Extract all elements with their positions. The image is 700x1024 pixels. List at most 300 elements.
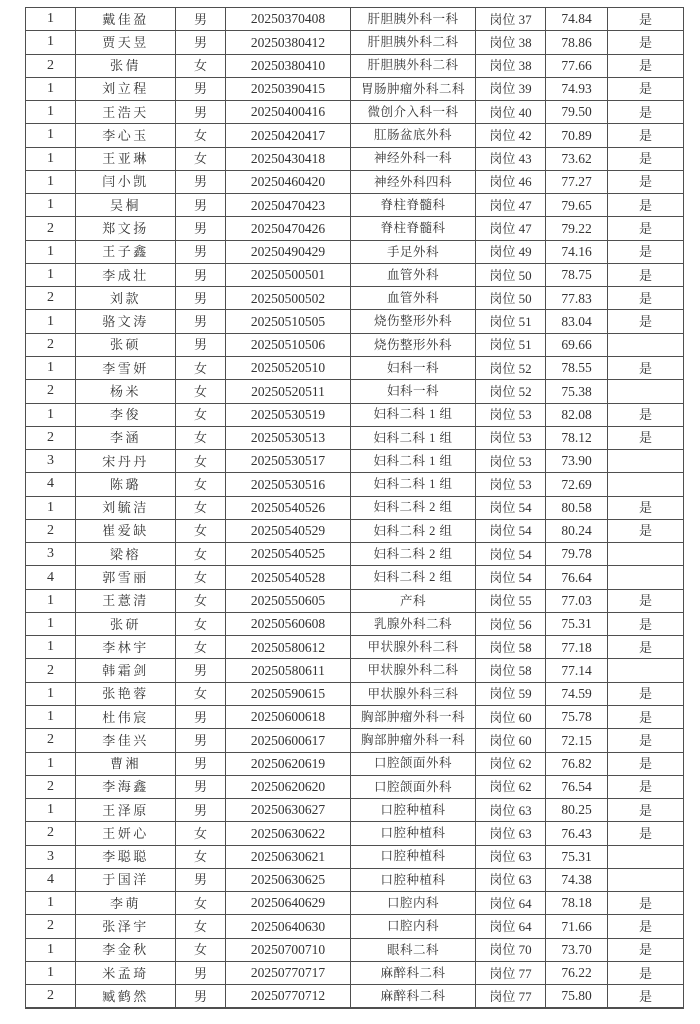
cell-name: 曹湘	[76, 752, 176, 775]
cell-exam-id: 20250530516	[226, 473, 351, 496]
cell-name: 李涵	[76, 426, 176, 449]
table-row	[26, 752, 684, 775]
results-table-body	[26, 8, 684, 1008]
cell-name: 臧鹤然	[76, 985, 176, 1008]
cell-gender: 女	[176, 589, 226, 612]
cell-department: 口腔内科	[351, 915, 476, 938]
cell-name: 韩霜剑	[76, 659, 176, 682]
cell-name: 王子鑫	[76, 240, 176, 263]
cell-hired-flag	[608, 543, 684, 566]
cell-position: 岗位 54	[476, 496, 546, 519]
cell-hired-flag: 是	[608, 194, 684, 217]
table-row	[26, 729, 684, 752]
cell-gender: 男	[176, 659, 226, 682]
cell-hired-flag: 是	[608, 426, 684, 449]
cell-gender: 男	[176, 101, 226, 124]
table-row	[26, 240, 684, 263]
cell-score: 77.66	[546, 54, 608, 77]
cell-score: 71.66	[546, 915, 608, 938]
cell-name: 李林宇	[76, 636, 176, 659]
cell-score: 72.15	[546, 729, 608, 752]
cell-position: 岗位 63	[476, 868, 546, 891]
cell-rank: 2	[26, 985, 76, 1008]
cell-exam-id: 20250420417	[226, 124, 351, 147]
cell-department: 肛肠盆底外科	[351, 124, 476, 147]
cell-exam-id: 20250530517	[226, 450, 351, 473]
cell-department: 甲状腺外科二科	[351, 659, 476, 682]
cell-department: 肝胆胰外科二科	[351, 31, 476, 54]
table-row	[26, 403, 684, 426]
cell-hired-flag	[608, 333, 684, 356]
cell-gender: 女	[176, 519, 226, 542]
cell-gender: 男	[176, 31, 226, 54]
cell-name: 王薏清	[76, 589, 176, 612]
cell-hired-flag: 是	[608, 915, 684, 938]
cell-position: 岗位 51	[476, 310, 546, 333]
cell-exam-id: 20250630625	[226, 868, 351, 891]
cell-position: 岗位 39	[476, 77, 546, 100]
cell-gender: 男	[176, 775, 226, 798]
cell-gender: 女	[176, 473, 226, 496]
cell-department: 眼科二科	[351, 938, 476, 961]
cell-gender: 女	[176, 496, 226, 519]
cell-department: 妇科一科	[351, 380, 476, 403]
cell-gender: 男	[176, 310, 226, 333]
cell-rank: 1	[26, 170, 76, 193]
cell-position: 岗位 77	[476, 985, 546, 1008]
table-row	[26, 636, 684, 659]
cell-score: 80.58	[546, 496, 608, 519]
cell-gender: 女	[176, 147, 226, 170]
cell-department: 胸部肿瘤外科一科	[351, 705, 476, 728]
cell-name: 王浩天	[76, 101, 176, 124]
cell-position: 岗位 38	[476, 54, 546, 77]
table-row	[26, 473, 684, 496]
cell-department: 胸部肿瘤外科一科	[351, 729, 476, 752]
cell-hired-flag	[608, 473, 684, 496]
cell-hired-flag: 是	[608, 170, 684, 193]
results-table	[25, 7, 684, 1009]
cell-score: 75.80	[546, 985, 608, 1008]
cell-exam-id: 20250490429	[226, 240, 351, 263]
cell-position: 岗位 77	[476, 961, 546, 984]
cell-name: 杜伟宸	[76, 705, 176, 728]
table-row	[26, 868, 684, 891]
cell-hired-flag: 是	[608, 705, 684, 728]
cell-exam-id: 20250640630	[226, 915, 351, 938]
cell-position: 岗位 62	[476, 775, 546, 798]
table-row	[26, 170, 684, 193]
cell-score: 75.38	[546, 380, 608, 403]
table-row	[26, 287, 684, 310]
cell-department: 妇科二科 2 组	[351, 496, 476, 519]
table-row	[26, 543, 684, 566]
table-row	[26, 31, 684, 54]
cell-position: 岗位 43	[476, 147, 546, 170]
cell-exam-id: 20250620620	[226, 775, 351, 798]
cell-score: 79.65	[546, 194, 608, 217]
cell-rank: 1	[26, 682, 76, 705]
cell-name: 米孟琦	[76, 961, 176, 984]
cell-exam-id: 20250620619	[226, 752, 351, 775]
cell-position: 岗位 56	[476, 612, 546, 635]
cell-department: 口腔颌面外科	[351, 775, 476, 798]
cell-name: 王亚琳	[76, 147, 176, 170]
cell-rank: 1	[26, 612, 76, 635]
cell-hired-flag: 是	[608, 263, 684, 286]
cell-exam-id: 20250630622	[226, 822, 351, 845]
cell-hired-flag: 是	[608, 403, 684, 426]
table-row	[26, 263, 684, 286]
cell-gender: 男	[176, 799, 226, 822]
cell-score: 76.64	[546, 566, 608, 589]
cell-exam-id: 20250560608	[226, 612, 351, 635]
cell-hired-flag: 是	[608, 31, 684, 54]
cell-hired-flag: 是	[608, 752, 684, 775]
cell-gender: 女	[176, 543, 226, 566]
cell-exam-id: 20250460420	[226, 170, 351, 193]
cell-position: 岗位 46	[476, 170, 546, 193]
cell-gender: 男	[176, 170, 226, 193]
cell-position: 岗位 55	[476, 589, 546, 612]
cell-rank: 2	[26, 775, 76, 798]
cell-score: 77.27	[546, 170, 608, 193]
cell-position: 岗位 59	[476, 682, 546, 705]
cell-gender: 女	[176, 54, 226, 77]
cell-rank: 1	[26, 496, 76, 519]
cell-score: 79.78	[546, 543, 608, 566]
cell-exam-id: 20250500502	[226, 287, 351, 310]
cell-exam-id: 20250580612	[226, 636, 351, 659]
cell-hired-flag	[608, 845, 684, 868]
cell-rank: 1	[26, 589, 76, 612]
cell-name: 宋丹丹	[76, 450, 176, 473]
table-row	[26, 822, 684, 845]
cell-exam-id: 20250640629	[226, 892, 351, 915]
cell-name: 刘款	[76, 287, 176, 310]
cell-score: 73.62	[546, 147, 608, 170]
cell-position: 岗位 54	[476, 543, 546, 566]
cell-position: 岗位 58	[476, 636, 546, 659]
cell-position: 岗位 42	[476, 124, 546, 147]
cell-department: 甲状腺外科二科	[351, 636, 476, 659]
cell-gender: 女	[176, 426, 226, 449]
cell-hired-flag: 是	[608, 985, 684, 1008]
cell-hired-flag: 是	[608, 612, 684, 635]
cell-position: 岗位 64	[476, 915, 546, 938]
table-row	[26, 356, 684, 379]
table-row	[26, 985, 684, 1008]
cell-name: 李心玉	[76, 124, 176, 147]
cell-hired-flag: 是	[608, 799, 684, 822]
cell-name: 杨米	[76, 380, 176, 403]
cell-name: 郑文扬	[76, 217, 176, 240]
cell-hired-flag: 是	[608, 356, 684, 379]
cell-rank: 3	[26, 543, 76, 566]
cell-department: 妇科二科 2 组	[351, 543, 476, 566]
cell-position: 岗位 63	[476, 799, 546, 822]
cell-department: 烧伤整形外科	[351, 310, 476, 333]
cell-hired-flag: 是	[608, 636, 684, 659]
cell-position: 岗位 62	[476, 752, 546, 775]
cell-exam-id: 20250520511	[226, 380, 351, 403]
cell-rank: 1	[26, 77, 76, 100]
cell-score: 75.31	[546, 612, 608, 635]
cell-hired-flag: 是	[608, 822, 684, 845]
table-row	[26, 101, 684, 124]
cell-department: 口腔种植科	[351, 799, 476, 822]
cell-name: 李成壮	[76, 263, 176, 286]
cell-rank: 1	[26, 8, 76, 31]
cell-position: 岗位 54	[476, 566, 546, 589]
cell-rank: 2	[26, 729, 76, 752]
cell-position: 岗位 64	[476, 892, 546, 915]
cell-department: 乳腺外科二科	[351, 612, 476, 635]
cell-exam-id: 20250540528	[226, 566, 351, 589]
cell-hired-flag	[608, 659, 684, 682]
cell-exam-id: 20250520510	[226, 356, 351, 379]
cell-rank: 2	[26, 426, 76, 449]
table-row	[26, 333, 684, 356]
table-row	[26, 147, 684, 170]
cell-position: 岗位 52	[476, 380, 546, 403]
cell-gender: 女	[176, 636, 226, 659]
cell-rank: 2	[26, 659, 76, 682]
cell-hired-flag: 是	[608, 240, 684, 263]
cell-department: 微创介入科一科	[351, 101, 476, 124]
cell-score: 77.14	[546, 659, 608, 682]
cell-department: 妇科二科 2 组	[351, 566, 476, 589]
cell-department: 口腔种植科	[351, 845, 476, 868]
cell-gender: 男	[176, 705, 226, 728]
cell-department: 妇科二科 1 组	[351, 473, 476, 496]
cell-score: 76.43	[546, 822, 608, 845]
cell-name: 梁榕	[76, 543, 176, 566]
cell-exam-id: 20250540529	[226, 519, 351, 542]
table-row	[26, 450, 684, 473]
cell-gender: 男	[176, 77, 226, 100]
cell-score: 76.22	[546, 961, 608, 984]
cell-name: 崔爱缺	[76, 519, 176, 542]
cell-position: 岗位 47	[476, 217, 546, 240]
cell-rank: 4	[26, 566, 76, 589]
cell-exam-id: 20250510505	[226, 310, 351, 333]
cell-gender: 男	[176, 263, 226, 286]
cell-position: 岗位 47	[476, 194, 546, 217]
cell-department: 脊柱脊髓科	[351, 217, 476, 240]
cell-name: 吴桐	[76, 194, 176, 217]
table-row	[26, 961, 684, 984]
cell-exam-id: 20250770712	[226, 985, 351, 1008]
cell-position: 岗位 51	[476, 333, 546, 356]
cell-department: 口腔种植科	[351, 822, 476, 845]
table-row	[26, 54, 684, 77]
cell-rank: 1	[26, 356, 76, 379]
cell-rank: 1	[26, 403, 76, 426]
cell-name: 王泽原	[76, 799, 176, 822]
cell-position: 岗位 38	[476, 31, 546, 54]
cell-position: 岗位 53	[476, 426, 546, 449]
cell-score: 74.93	[546, 77, 608, 100]
cell-exam-id: 20250600617	[226, 729, 351, 752]
cell-gender: 女	[176, 403, 226, 426]
cell-exam-id: 20250630627	[226, 799, 351, 822]
cell-gender: 女	[176, 938, 226, 961]
cell-position: 岗位 53	[476, 473, 546, 496]
cell-exam-id: 20250630621	[226, 845, 351, 868]
cell-score: 78.55	[546, 356, 608, 379]
cell-exam-id: 20250700710	[226, 938, 351, 961]
cell-exam-id: 20250530513	[226, 426, 351, 449]
cell-gender: 女	[176, 892, 226, 915]
cell-exam-id: 20250430418	[226, 147, 351, 170]
cell-rank: 1	[26, 636, 76, 659]
cell-rank: 1	[26, 31, 76, 54]
cell-score: 83.04	[546, 310, 608, 333]
cell-name: 李雪妍	[76, 356, 176, 379]
cell-position: 岗位 70	[476, 938, 546, 961]
cell-exam-id: 20250540526	[226, 496, 351, 519]
cell-name: 李俊	[76, 403, 176, 426]
cell-department: 口腔种植科	[351, 868, 476, 891]
cell-gender: 女	[176, 356, 226, 379]
cell-department: 脊柱脊髓科	[351, 194, 476, 217]
cell-rank: 2	[26, 915, 76, 938]
cell-name: 张艳蓉	[76, 682, 176, 705]
cell-hired-flag: 是	[608, 892, 684, 915]
cell-gender: 男	[176, 8, 226, 31]
cell-name: 张硕	[76, 333, 176, 356]
cell-hired-flag: 是	[608, 519, 684, 542]
cell-name: 戴佳盈	[76, 8, 176, 31]
cell-score: 78.18	[546, 892, 608, 915]
cell-gender: 男	[176, 985, 226, 1008]
table-row	[26, 938, 684, 961]
cell-rank: 4	[26, 868, 76, 891]
cell-rank: 1	[26, 147, 76, 170]
cell-name: 刘毓洁	[76, 496, 176, 519]
table-row	[26, 589, 684, 612]
cell-department: 麻醉科二科	[351, 961, 476, 984]
cell-position: 岗位 54	[476, 519, 546, 542]
cell-gender: 女	[176, 822, 226, 845]
cell-score: 80.24	[546, 519, 608, 542]
cell-score: 75.78	[546, 705, 608, 728]
cell-hired-flag: 是	[608, 589, 684, 612]
cell-name: 李聪聪	[76, 845, 176, 868]
cell-hired-flag: 是	[608, 217, 684, 240]
table-row	[26, 799, 684, 822]
cell-exam-id: 20250500501	[226, 263, 351, 286]
cell-hired-flag: 是	[608, 54, 684, 77]
cell-rank: 2	[26, 822, 76, 845]
table-row	[26, 310, 684, 333]
table-row	[26, 380, 684, 403]
cell-exam-id: 20250590615	[226, 682, 351, 705]
cell-gender: 男	[176, 333, 226, 356]
cell-gender: 男	[176, 217, 226, 240]
cell-position: 岗位 37	[476, 8, 546, 31]
cell-exam-id: 20250380410	[226, 54, 351, 77]
cell-department: 产科	[351, 589, 476, 612]
cell-rank: 1	[26, 240, 76, 263]
cell-hired-flag: 是	[608, 496, 684, 519]
cell-gender: 女	[176, 450, 226, 473]
cell-name: 李金秋	[76, 938, 176, 961]
table-row	[26, 217, 684, 240]
cell-department: 口腔颌面外科	[351, 752, 476, 775]
cell-name: 王妍心	[76, 822, 176, 845]
cell-rank: 2	[26, 54, 76, 77]
cell-score: 72.69	[546, 473, 608, 496]
table-row	[26, 682, 684, 705]
cell-score: 75.31	[546, 845, 608, 868]
cell-score: 78.86	[546, 31, 608, 54]
cell-rank: 1	[26, 752, 76, 775]
cell-score: 77.18	[546, 636, 608, 659]
cell-department: 肝胆胰外科二科	[351, 54, 476, 77]
cell-hired-flag: 是	[608, 682, 684, 705]
cell-department: 神经外科四科	[351, 170, 476, 193]
cell-department: 手足外科	[351, 240, 476, 263]
cell-rank: 1	[26, 263, 76, 286]
cell-gender: 男	[176, 194, 226, 217]
cell-score: 76.82	[546, 752, 608, 775]
cell-score: 74.38	[546, 868, 608, 891]
cell-score: 78.75	[546, 263, 608, 286]
cell-gender: 男	[176, 868, 226, 891]
table-row	[26, 845, 684, 868]
cell-name: 李萌	[76, 892, 176, 915]
cell-department: 烧伤整形外科	[351, 333, 476, 356]
cell-rank: 2	[26, 287, 76, 310]
cell-hired-flag: 是	[608, 287, 684, 310]
cell-score: 73.90	[546, 450, 608, 473]
cell-exam-id: 20250770717	[226, 961, 351, 984]
cell-rank: 1	[26, 194, 76, 217]
cell-exam-id: 20250470423	[226, 194, 351, 217]
cell-name: 于国洋	[76, 868, 176, 891]
cell-exam-id: 20250380412	[226, 31, 351, 54]
cell-position: 岗位 53	[476, 403, 546, 426]
cell-department: 胃肠肿瘤外科二科	[351, 77, 476, 100]
cell-score: 70.89	[546, 124, 608, 147]
cell-name: 贾天昱	[76, 31, 176, 54]
table-row	[26, 8, 684, 31]
cell-gender: 男	[176, 240, 226, 263]
cell-rank: 3	[26, 450, 76, 473]
cell-position: 岗位 58	[476, 659, 546, 682]
table-row	[26, 426, 684, 449]
cell-name: 闫小凯	[76, 170, 176, 193]
cell-score: 82.08	[546, 403, 608, 426]
cell-hired-flag	[608, 450, 684, 473]
cell-department: 神经外科一科	[351, 147, 476, 170]
table-row	[26, 194, 684, 217]
cell-gender: 女	[176, 612, 226, 635]
table-row	[26, 705, 684, 728]
cell-department: 妇科二科 2 组	[351, 519, 476, 542]
cell-rank: 1	[26, 799, 76, 822]
cell-gender: 女	[176, 915, 226, 938]
cell-score: 78.12	[546, 426, 608, 449]
cell-rank: 1	[26, 310, 76, 333]
table-row	[26, 612, 684, 635]
cell-department: 血管外科	[351, 287, 476, 310]
cell-rank: 1	[26, 705, 76, 728]
cell-score: 79.22	[546, 217, 608, 240]
cell-exam-id: 20250550605	[226, 589, 351, 612]
